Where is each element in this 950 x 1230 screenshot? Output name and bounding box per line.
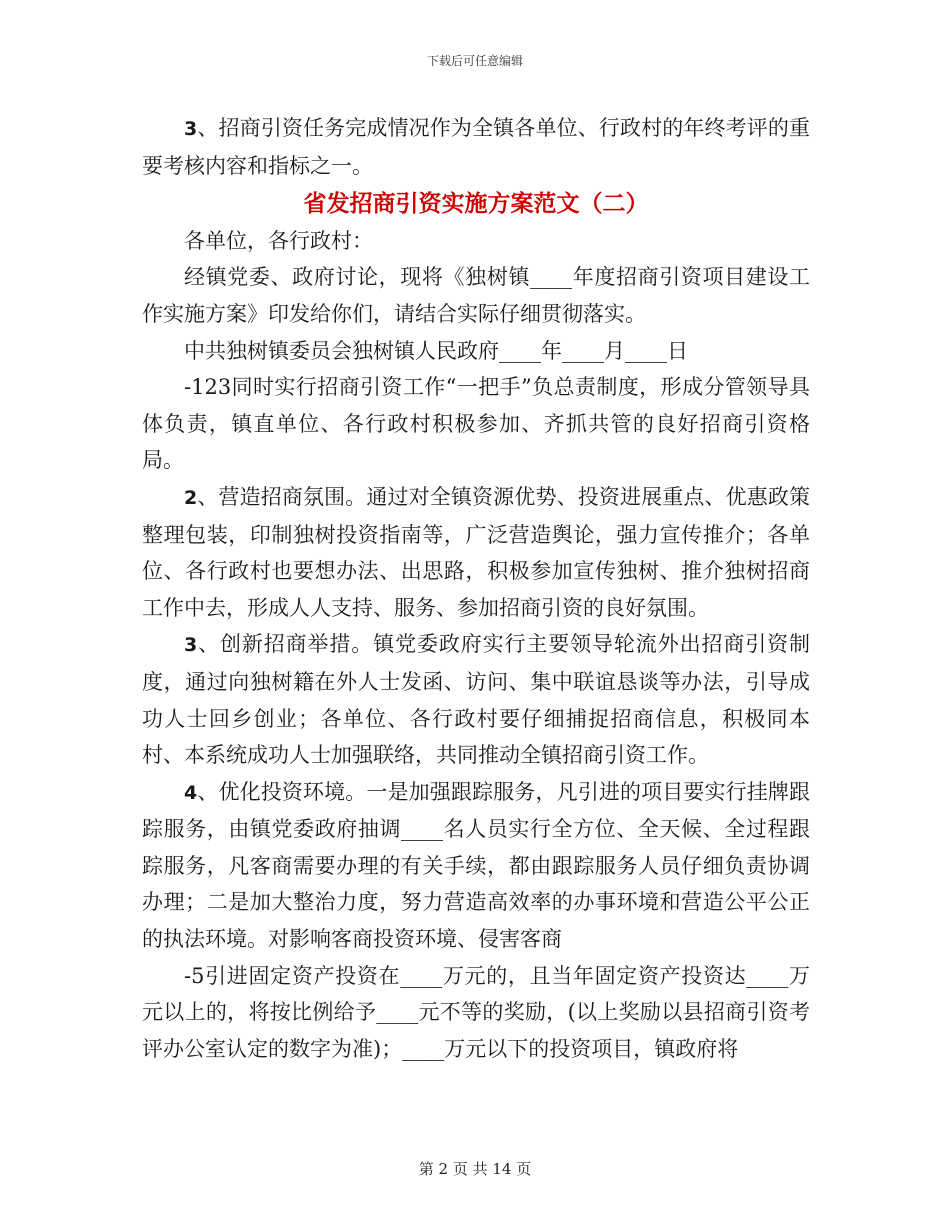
item-number: 4 (184, 781, 198, 804)
paragraph-1: 3、招商引资任务完成情况作为全镇各单位、行政村的年终考评的重要考核内容和指标之一。 (142, 116, 810, 178)
paragraph-3: 3、创新招商举措。镇党委政府实行主要领导轮流外出招商引资制度，通过向独树籍在外人士发函、访问、集中联谊恳谈等办法，引导成功人士回乡创业；各单位、各行政村要仔细捕捉招商信息，积极同本村、本系统成功人士加强联络，共同推动全镇招商引资工作。 (142, 632, 810, 768)
paragraph-2: 2、营造招商氛围。通过对全镇资源优势、投资进展重点、优惠政策整理包装，印制独树投资指南等，广泛营造舆论，强力宣传推介；各单位、各行政村也要想办法、出思路，积极参加宣传独树、推介独树招商工作中去，形成人人支持、服务、参加招商引资的良好氛围。 (142, 484, 810, 620)
page-header: 下载后可任意编辑 (426, 54, 523, 68)
item-number: 3 (184, 634, 198, 657)
document-body (142, 110, 810, 1067)
signature-line: 中共独树镇委员会独树镇人民政府____年____月____日 (184, 338, 688, 363)
document-title: 省发招商引资实施方案范文（二） (303, 190, 649, 218)
paragraph-notice: 经镇党委、政府讨论，现将《独树镇____年度招商引资项目建设工作实施方案》印发给你们，请结合实际仔细贯彻落实。 (142, 265, 810, 326)
salutation: 各单位，各行政村： (184, 228, 373, 253)
paragraph-4: 4、优化投资环境。一是加强跟踪服务，凡引进的项目要实行挂牌跟踪服务，由镇党委政府抽调____名人员实行全方位、全天候、全过程跟踪服务，凡客商需要办理的有关手续，都由跟踪服务人员仔细负责协调办理；二是加大整治力度，努力营造高效率的办事环境和营造公平公正的执法环境。对影响客商投资环境、侵害客商 (142, 779, 810, 952)
paragraph-reward: -5引进固定资产投资在____万元的，且当年固定资产投资达____万元以上的，将按比例给予____元不等的奖励，(以上奖励以县招商引资考评办公室认定的数字为准)；____万元以下的投资项目，镇政府将 (142, 963, 810, 1061)
paragraph-responsibility: -123同时实行招商引资工作“一把手”负总责制度，形成分管领导具体负责，镇直单位、各行政村积极参加、齐抓共管的良好招商引资格局。 (142, 375, 810, 473)
item-number: 2 (184, 486, 198, 509)
page-footer: 第 2 页 共 14 页 (418, 1160, 532, 1178)
item-number: 3 (184, 118, 198, 140)
